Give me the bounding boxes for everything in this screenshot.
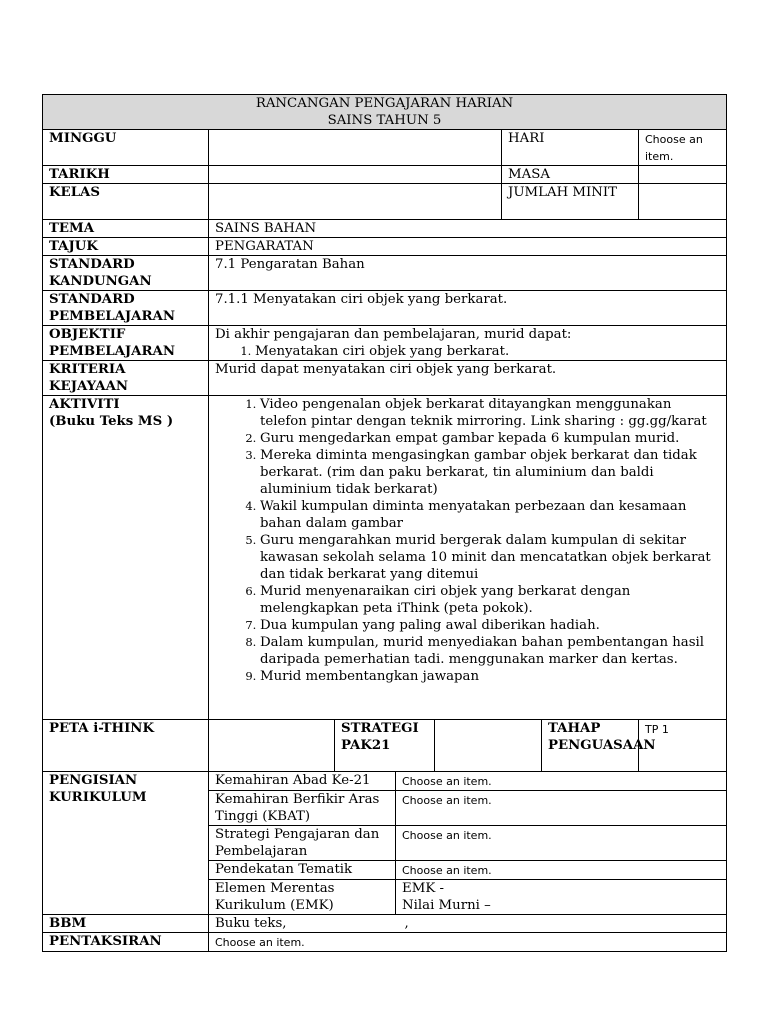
label-tema: TEMA [43,220,209,238]
label-jumlah-minit: JUMLAH MINIT [502,184,639,220]
pengisian-item-name: Pendekatan Tematik [209,861,396,880]
label-strategi-pak21: STRATEGI PAK21 [335,720,435,772]
aktiviti-item: 4. Wakil kumpulan diminta menyatakan perbezaan dan kesamaan bahan dalam gambar [260,498,720,532]
lesson-plan-document [42,94,726,952]
label-standard-pembelajaran: STANDARD PEMBELAJARAN [43,291,209,326]
label-aktiviti-buku-teks: (Buku Teks MS ) [49,414,174,429]
field-minggu[interactable] [209,130,502,166]
dropdown-pendekatan-tematik[interactable]: Choose an item. [396,861,727,880]
pengisian-item-name: Elemen Merentas Kurikulum (EMK) [209,880,396,915]
lesson-plan-table [42,94,727,952]
objektif-intro: Di akhir pengajaran dan pembelajaran, murid dapat: [215,327,572,342]
dropdown-hari[interactable]: Choose an item. [639,130,727,166]
label-peta-ithink: PETA i-THINK [43,720,209,772]
aktiviti-item: 2. Guru mengedarkan empat gambar kepada 6 kumpulan murid. [260,430,720,447]
label-kriteria: KRITERIA KEJAYAAN [43,361,209,396]
pengisian-item-name: Kemahiran Abad Ke-21 [209,772,396,791]
emk-line: EMK - [402,881,444,896]
field-aktiviti[interactable] [209,396,727,720]
field-standard-kandungan[interactable]: 7.1 Pengaratan Bahan [209,256,727,291]
field-emk[interactable] [396,880,727,915]
label-tarikh: TARIKH [43,166,209,184]
label-pengisian-kurikulum: PENGISIAN KURIKULUM [43,772,209,915]
aktiviti-item: 3. Mereka diminta mengasingkan gambar objek berkarat dan tidak berkarat. (rim dan paku berkarat, tin aluminium dan baldi aluminium tidak berkarat) [260,447,720,498]
field-jumlah-minit[interactable] [639,184,727,220]
dropdown-strategi-pdp[interactable]: Choose an item. [396,826,727,861]
bbm-comma: , [404,916,409,931]
label-objektif: OBJEKTIF PEMBELAJARAN [43,326,209,361]
field-tema[interactable]: SAINS BAHAN [209,220,727,238]
label-bbm: BBM [43,915,209,933]
label-pentaksiran: PENTAKSIRAN [43,933,209,952]
field-peta-ithink[interactable] [209,720,335,772]
dropdown-pentaksiran[interactable]: Choose an item. [209,933,727,952]
label-aktiviti-cell [43,396,209,720]
field-kelas[interactable] [209,184,502,220]
dropdown-tahap-penguasaan[interactable]: TP 1 [639,720,727,772]
field-kriteria[interactable]: Murid dapat menyatakan ciri objek yang berkarat. [209,361,727,396]
field-objektif[interactable] [209,326,727,361]
nilai-murni-line: Nilai Murni – [402,898,491,913]
document-subtitle: SAINS TAHUN 5 [327,113,442,128]
dropdown-kemahiran-abad[interactable]: Choose an item. [396,772,727,791]
field-tarikh[interactable] [209,166,502,184]
bbm-value: Buku teks, [215,916,287,931]
aktiviti-item: 5. Guru mengarahkan murid bergerak dalam kumpulan di sekitar kawasan sekolah selama 10 minit dan mencatatkan objek berkarat dan tidak berkarat yang ditemui [260,532,720,583]
label-masa: MASA [502,166,639,184]
objektif-item: 1. Menyatakan ciri objek yang berkarat. [255,343,720,360]
label-hari: HARI [502,130,639,166]
label-aktiviti: AKTIVITI [49,397,120,412]
document-title: RANCANGAN PENGAJARAN HARIAN [255,96,514,111]
document-header [43,95,727,130]
field-standard-pembelajaran[interactable]: 7.1.1 Menyatakan ciri objek yang berkarat. [209,291,727,326]
dropdown-kbat[interactable]: Choose an item. [396,791,727,826]
field-masa[interactable] [639,166,727,184]
aktiviti-item: 9. Murid membentangkan jawapan [260,668,720,685]
aktiviti-item: 1. Video pengenalan objek berkarat ditayangkan menggunakan telefon pintar dengan teknik mirroring. Link sharing : gg.gg/karat [260,396,720,430]
label-tahap-penguasaan: TAHAP PENGUASAAN [542,720,639,772]
label-minggu: MINGGU [43,130,209,166]
pengisian-item-name: Strategi Pengajaran dan Pembelajaran [209,826,396,861]
field-strategi-pak21[interactable] [435,720,542,772]
label-kelas: KELAS [43,184,209,220]
aktiviti-item: 7. Dua kumpulan yang paling awal diberikan hadiah. [260,617,720,634]
field-tajuk[interactable]: PENGARATAN [209,238,727,256]
pengisian-item-name: Kemahiran Berfikir Aras Tinggi (KBAT) [209,791,396,826]
aktiviti-list [215,396,720,685]
aktiviti-item: 6. Murid menyenaraikan ciri objek yang berkarat dengan melengkapkan peta iThink (peta pokok). [260,583,720,617]
field-bbm[interactable] [209,915,727,933]
label-tajuk: TAJUK [43,238,209,256]
label-standard-kandungan: STANDARD KANDUNGAN [43,256,209,291]
aktiviti-item: 8. Dalam kumpulan, murid menyediakan bahan pembentangan hasil daripada pemerhatian tadi. menggunakan marker dan kertas. [260,634,720,668]
